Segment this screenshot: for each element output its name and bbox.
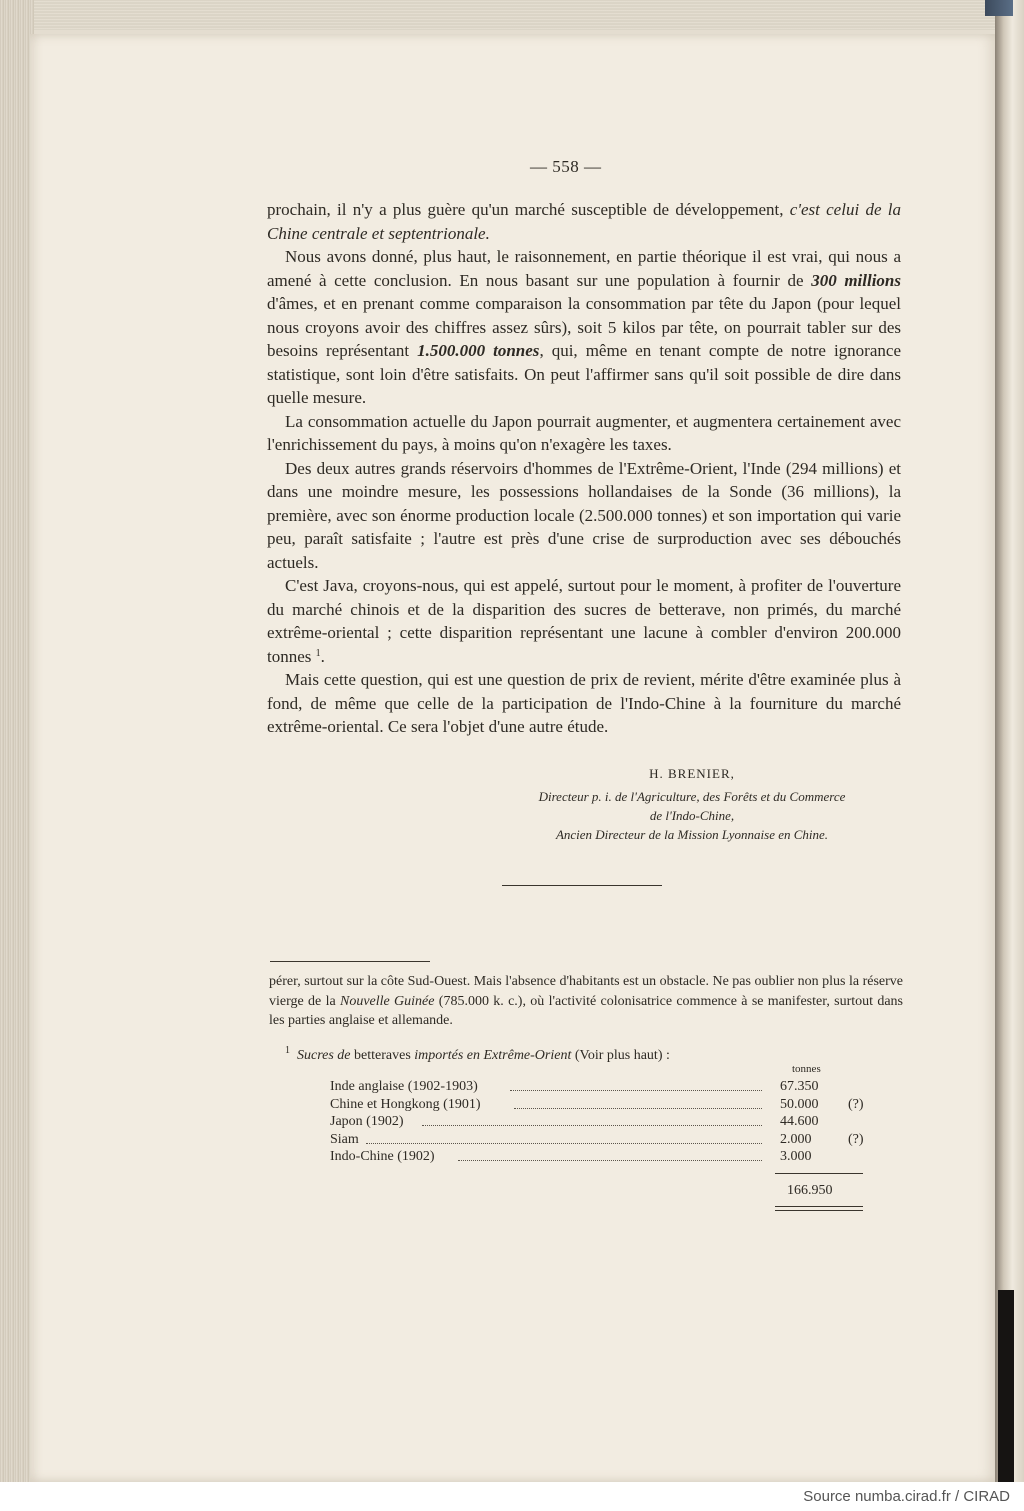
total-double-rule-2: [775, 1210, 863, 1211]
row-value: 50.000: [780, 1096, 819, 1112]
leader-dots: [422, 1125, 762, 1126]
paragraph-6: Mais cette question, qui est une question de prix de revient, mérite d'être examinée plus à fond, de même que celle de la participation de l'Indo-Chine à la fourniture du marché extrême-oriental. Ce sera l'objet d'une autre étude.: [267, 670, 901, 736]
signature-name: H. BRENIER,: [649, 766, 735, 781]
signature-title-2: de l'Indo-Chine,: [649, 808, 735, 823]
table-row: [330, 1148, 870, 1166]
leader-dots: [514, 1108, 762, 1109]
row-value: 3.000: [780, 1149, 812, 1164]
table-unit: tonnes: [792, 1063, 821, 1075]
row-label: Indo-Chine (1902): [330, 1149, 435, 1164]
total-double-rule-1: [775, 1206, 863, 1207]
footnote-ref: 1: [315, 647, 321, 659]
table-row: [330, 1096, 870, 1114]
signature-block: [480, 764, 904, 844]
book-gutter: [995, 0, 1024, 1482]
paragraph-1: prochain, il n'y a plus guère qu'un marché susceptible de développement, c'est celui de la Chine centrale et septentrionale.: [267, 200, 902, 243]
body-text: [267, 198, 901, 739]
page-stack-top: [0, 0, 1024, 30]
leader-dots: [510, 1090, 762, 1091]
paragraph-2: Nous avons donné, plus haut, le raisonnement, en partie théorique il est vrai, qui nous a amené à cette conclusion. En nous basant sur une population à fournir de 300 millions d'âmes, et en prenant comme comparaison la consommation par tête du Japon (pour lequel nous croyons avoir des chiffres assez sûrs), soit 5 kilos par tête, on pourrait tabler sur des besoins représentant 1.500.000 tonnes, qui, même en tenant compte de notre ignorance statistique, sont loin d'être satisfaits. On peut l'affirmer sans qu'il soit possible de dire dans quelle mesure.: [267, 247, 902, 407]
row-note: (?): [848, 1096, 864, 1112]
bookmark-ribbon: [985, 0, 1013, 16]
footnote-rule: [270, 961, 430, 962]
signature-title-1: Directeur p. i. de l'Agriculture, des Forêts et du Commerce: [538, 789, 846, 804]
row-value: 2.000: [780, 1131, 812, 1147]
book-spine-shadow: [998, 1290, 1014, 1482]
table-row: [330, 1113, 870, 1131]
row-note: (?): [848, 1131, 864, 1147]
leader-dots: [366, 1143, 762, 1144]
table-row: [330, 1131, 870, 1149]
row-value: 44.600: [780, 1114, 819, 1129]
row-label: Siam: [330, 1131, 359, 1147]
table-row: [330, 1078, 870, 1096]
leader-dots: [458, 1160, 762, 1161]
table-total: 166.950: [787, 1183, 833, 1198]
page-number: — 558 —: [530, 157, 602, 176]
source-credit: Source numba.cirad.fr / CIRAD: [803, 1488, 1010, 1505]
footnote-continuation: pérer, surtout sur la côte Sud-Ouest. Mais l'absence d'habitants est un obstacle. Ne pas oublier non plus la réserve vierge de la Nouvelle Guinée (785.000 k. c.), où l'activité colonisatrice commence à se manifester, surtout dans les parties anglaise et allemande.: [269, 974, 903, 1028]
paragraph-3: La consommation actuelle du Japon pourrait augmenter, et augmentera certainement avec l'enrichissement du pays, à moins qu'on n'exagère les taxes.: [267, 411, 901, 454]
signature-title-3: Ancien Directeur de la Mission Lyonnaise en Chine.: [555, 827, 829, 842]
total-rule: [775, 1173, 863, 1174]
row-label: Chine et Hongkong (1901): [330, 1096, 481, 1112]
paragraph-5: C'est Java, croyons-nous, qui est appelé, surtout pour le moment, à profiter de l'ouverture du marché chinois et de la disparition des sucres de betterave, non primés, du marché extrême-oriental ; cette disparition représentant une lacune à combler d'environ 200.000 tonnes $^1$.: [267, 576, 901, 666]
footnote-1: $^1$ Sucres de betteraves importés en Extrême-Orient (Voir plus haut) :: [285, 1045, 670, 1063]
page-stack-left: [0, 0, 34, 1482]
row-value: 67.350: [780, 1079, 819, 1094]
sugar-imports-table: [330, 1078, 870, 1166]
paragraph-4: Des deux autres grands réservoirs d'hommes de l'Extrême-Orient, l'Inde (294 millions) et dans une moindre mesure, les possessions hollandaises de la Sonde (36 millions), la première, avec son énorme production locale (2.500.000 tonnes) et son importation qui varie peu, paraît satisfaite ; l'autre est près d'une crise de surproduction avec ses débouchés actuels.: [267, 458, 901, 572]
end-rule: [502, 885, 662, 886]
row-label: Inde anglaise (1902-1903): [330, 1079, 478, 1094]
row-label: Japon (1902): [330, 1114, 404, 1129]
